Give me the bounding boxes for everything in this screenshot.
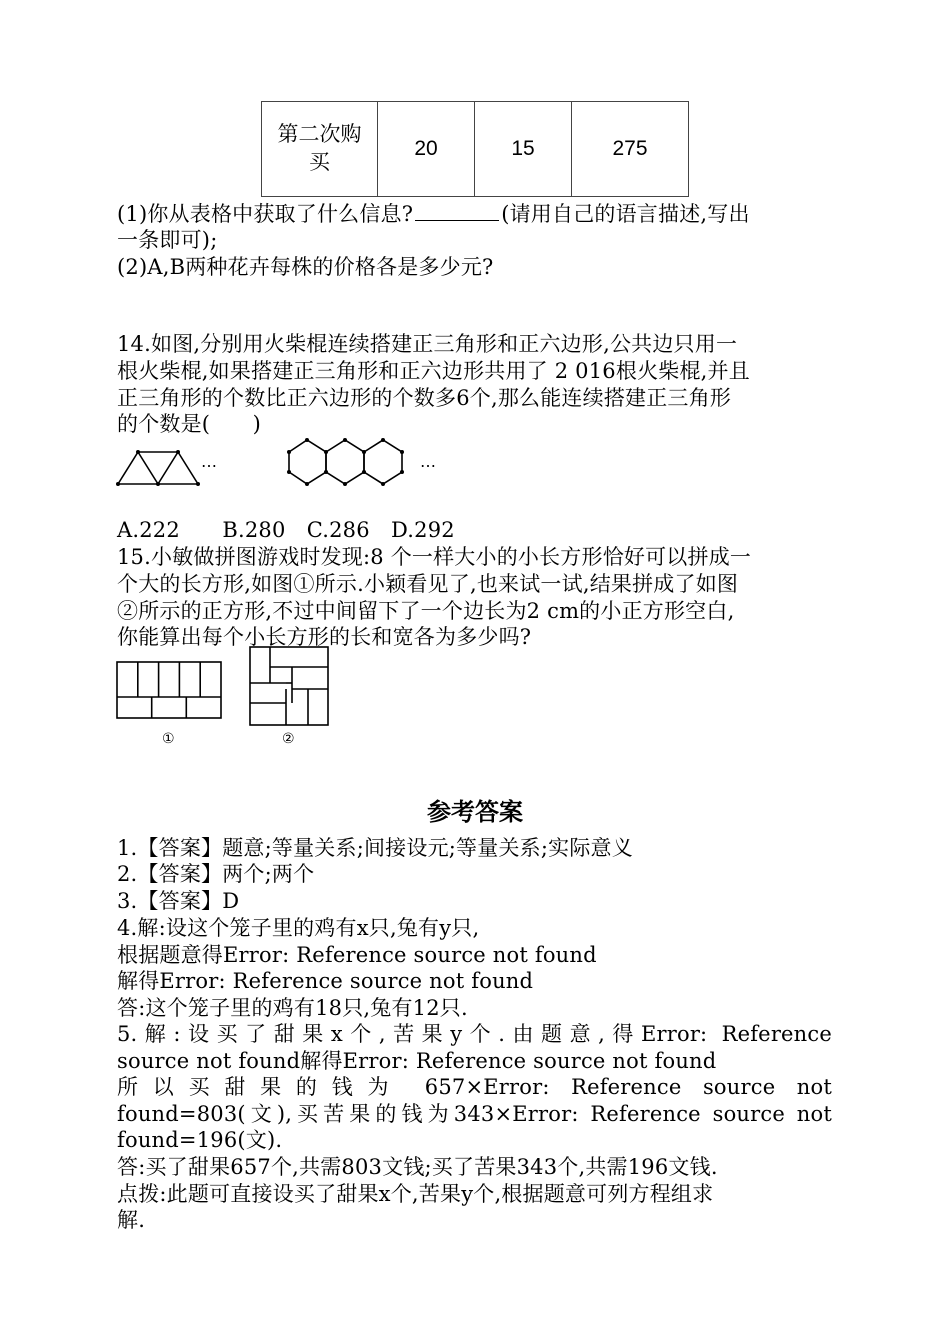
answer-4-line-3: 解得Error: Reference source not found — [117, 969, 534, 993]
triangle-ellipsis: … — [201, 452, 217, 471]
table-row — [262, 102, 689, 197]
q13-part1-cont: 一条即可); — [117, 228, 218, 252]
q13-part2: (2)A,B两种花卉每株的价格各是多少元? — [117, 255, 494, 279]
table-cell-total: 275 — [572, 102, 689, 197]
rectangle-puzzle-figure-1 — [116, 661, 224, 721]
q15-line-2: 个大的长方形,如图①所示.小颖看见了,也来试一试,结果拼成了如图 — [117, 572, 739, 596]
table-cell-b-count: 15 — [475, 102, 572, 197]
row-label-line-1: 第二次购 — [277, 123, 362, 146]
q14-line-1: 14.如图,分别用火柴棍连续搭建正三角形和正六边形,公共边只用一 — [117, 332, 738, 356]
q14-line-3: 正三角形的个数比正六边形的个数多6个,那么能连续搭建正三角形 — [117, 386, 732, 410]
figure-1-caption: ① — [162, 731, 175, 747]
q15-line-3: ②所示的正方形,不过中间留下了一个边长为2 cm的小正方形空白, — [117, 599, 735, 623]
row-label-line-2: 买 — [309, 151, 330, 174]
answer-1: 1.【答案】题意;等量关系;间接设元;等量关系;实际意义 — [117, 836, 633, 860]
hexagon-matchstick-figure — [282, 432, 414, 490]
q13-part1-hint: (请用自己的语言描述,写出 — [501, 202, 750, 226]
figure-2-caption: ② — [282, 731, 295, 747]
answer-5-line-7: 点拨:此题可直接设买了甜果x个,苦果y个,根据题意可列方程组求 — [117, 1182, 714, 1206]
answer-5-line-2: source not found解得Error: Reference source not found — [117, 1049, 717, 1073]
hexagon-ellipsis: … — [420, 452, 436, 471]
square-puzzle-figure-2 — [249, 646, 331, 728]
answer-4-line-2: 根据题意得Error: Reference source not found — [117, 943, 597, 967]
q14-line-4: 的个数是( ) — [117, 412, 261, 436]
table-cell-a-count: 20 — [378, 102, 475, 197]
purchase-table — [261, 101, 689, 197]
q14-options: A.222 B.280 C.286 D.292 — [117, 518, 455, 542]
answer-5-line-3: 所以买甜果的钱为 657×Error: Reference source not — [117, 1075, 832, 1099]
answer-5-line-5: found=196(文). — [117, 1128, 283, 1152]
table-row-label — [262, 102, 378, 197]
q13-part1-text: (1)你从表格中获取了什么信息? — [117, 202, 414, 226]
answers-title: 参考答案 — [427, 798, 523, 826]
q15-line-1: 15.小敏做拼图游戏时发现:8 个一样大小的小长方形恰好可以拼成一 — [117, 545, 752, 569]
q14-line-2: 根火柴棍,如果搭建正三角形和正六边形共用了 2 016根火柴棍,并且 — [117, 359, 750, 383]
answer-blank — [415, 200, 499, 221]
answer-5-line-4: found=803(文),买苦果的钱为343×Error: Reference source not — [117, 1102, 832, 1126]
answer-3: 3.【答案】D — [117, 889, 240, 913]
answer-4-line-1: 4.解:设这个笼子里的鸡有x只,兔有y只, — [117, 916, 480, 940]
q15-line-4: 你能算出每个小长方形的长和宽各为多少吗? — [117, 625, 532, 649]
answer-5-line-6: 答:买了甜果657个,共需803文钱;买了苦果343个,共需196文钱. — [117, 1155, 718, 1179]
answer-4-line-4: 答:这个笼子里的鸡有18只,兔有12只. — [117, 996, 468, 1020]
answer-2: 2.【答案】两个;两个 — [117, 862, 315, 886]
answer-5-line-1: 5.解:设买了甜果x个,苦果y个.由题意,得Error: Reference — [117, 1022, 832, 1046]
answer-5-line-8: 解. — [117, 1208, 146, 1232]
q13-part1 — [117, 200, 750, 228]
